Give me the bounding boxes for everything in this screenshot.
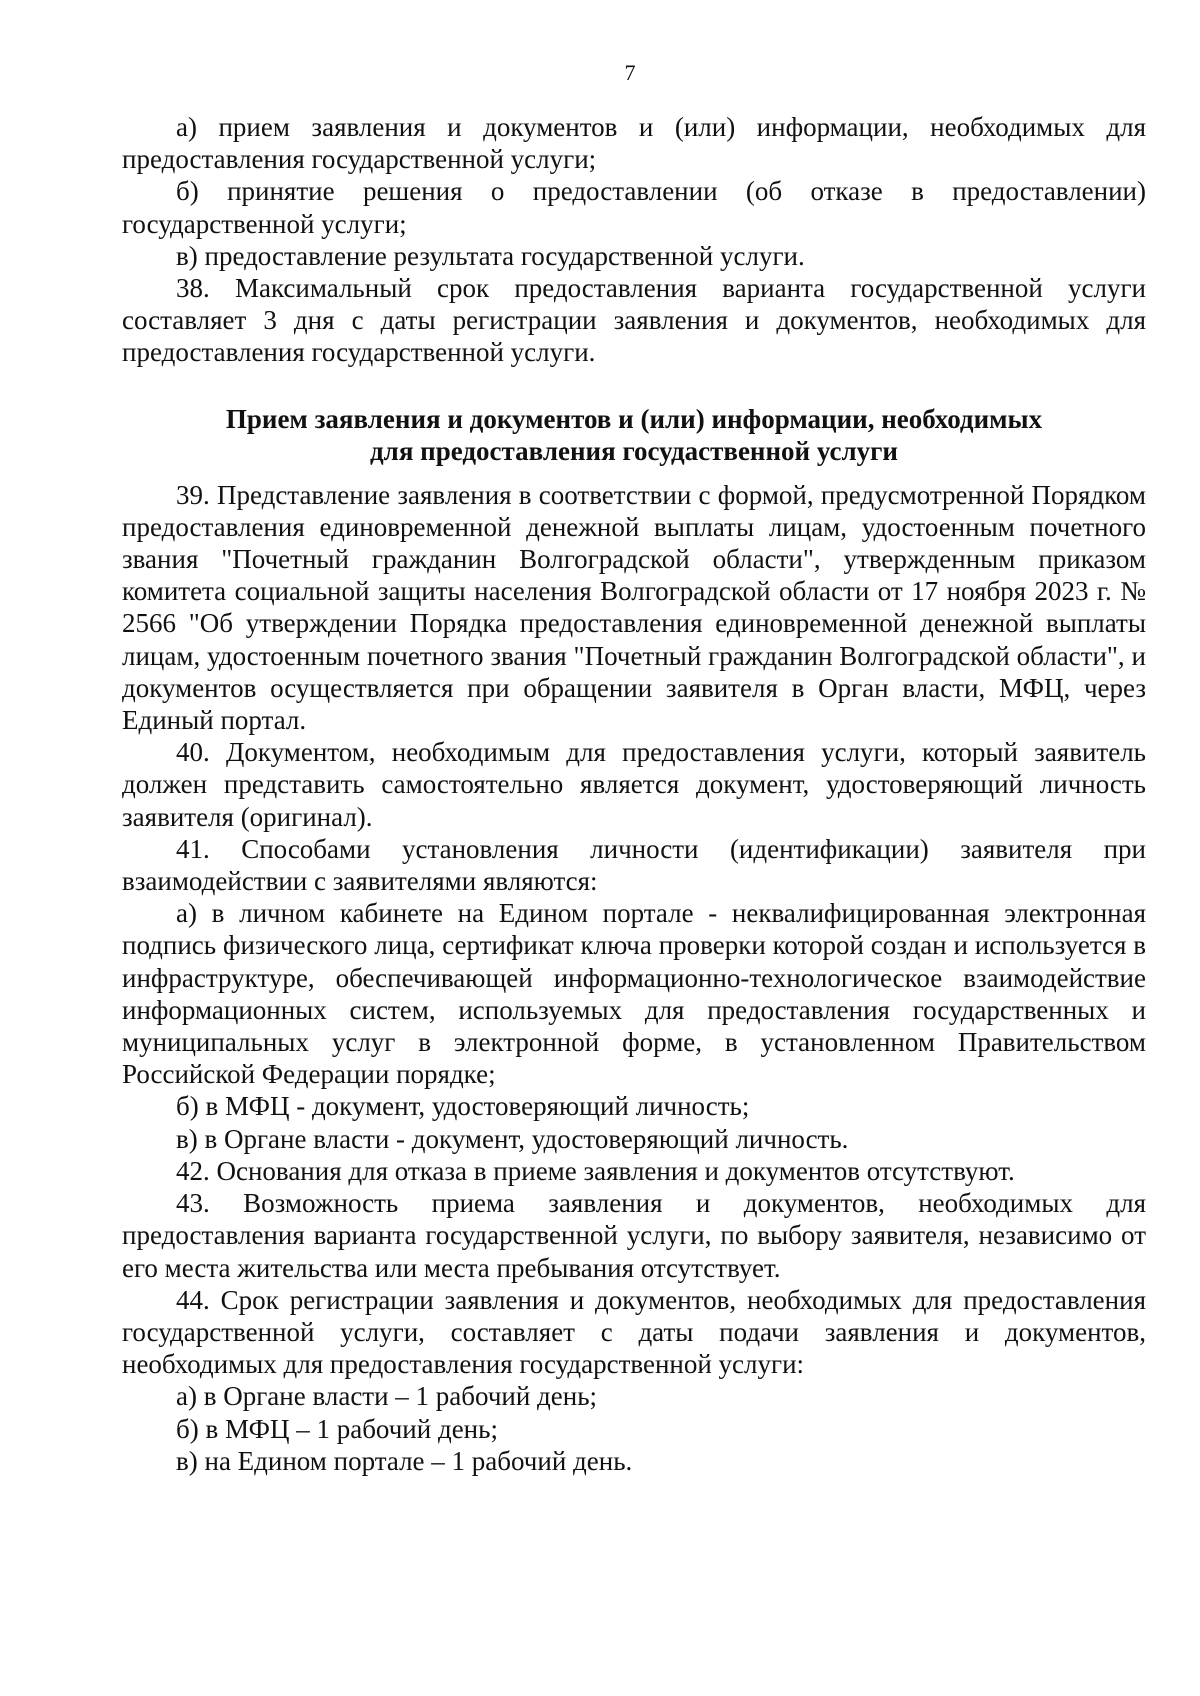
- section-heading: [122, 403, 1146, 467]
- document-body: [122, 111, 1146, 1477]
- section-heading-line: для предоставления госудаственной услуги: [370, 435, 898, 466]
- paragraph: 38. Максимальный срок предоставления варианта государственной услуги составляет 3 дня с даты регистрации заявления и документов, необходимых для предоставления государственной услуги.: [122, 273, 1146, 368]
- paragraph: а) в личном кабинете на Едином портале - неквалифицированная электронная подпись физического лица, сертификат ключа проверки которой создан и используется в инфраструктуре, обеспечивающей информационно-технологическое взаимодействие информационных систем, используемых для предоставления государственных и муниципальных услуг в электронной форме, в установленном Правительством Российской Федерации порядке;: [122, 898, 1146, 1090]
- paragraph: а) в Органе власти – 1 рабочий день;: [176, 1381, 598, 1412]
- paragraph: в) предоставление результата государственной услуги.: [176, 240, 805, 271]
- section-heading-line: Прием заявления и документов и (или) информации, необходимых: [225, 403, 1043, 434]
- paragraph: а) прием заявления и документов и (или) информации, необходимых для предоставления государственной услуги;: [122, 112, 1146, 175]
- paragraph: 39. Представление заявления в соответствии с формой, предусмотренной Порядком предоставления единовременной денежной выплаты лицам, удостоенным почетного звания "Почетный гражданин Волгоградской области", утвержденным приказом комитета социальной защиты населения Волгоградской области от 17 ноября 2023 г. № 2566 "Об утверждении Порядка предоставления единовременной денежной выплаты лицам, удостоенным почетного звания "Почетный гражданин Волгоградской области", и документов осуществляется при обращении заявителя в Орган власти, МФЦ, через Единый портал.: [122, 479, 1146, 736]
- paragraph: б) принятие решения о предоставлении (об отказе в предоставлении) государственной услуги;: [122, 176, 1146, 239]
- paragraph: 44. Срок регистрации заявления и документов, необходимых для предоставления государственной услуги, составляет с даты подачи заявления и документов, необходимых для предоставления государственной услуги:: [122, 1284, 1146, 1380]
- paragraph: 43. Возможность приема заявления и документов, необходимых для предоставления варианта государственной услуги, по выбору заявителя, независимо от его места жительства или места пребывания отсутствует.: [122, 1188, 1146, 1283]
- paragraph: б) в МФЦ – 1 рабочий день;: [176, 1413, 498, 1444]
- paragraph: в) в Органе власти - документ, удостоверяющий личность.: [176, 1123, 849, 1154]
- page-number: 7: [624, 60, 636, 85]
- paragraph: 42. Основания для отказа в приеме заявления и документов отсутствуют.: [176, 1155, 1015, 1186]
- paragraph: 41. Способами установления личности (идентификации) заявителя при взаимодействии с заявителями являются:: [122, 833, 1146, 897]
- paragraph: б) в МФЦ - документ, удостоверяющий личность;: [176, 1091, 750, 1122]
- paragraph: в) на Едином портале – 1 рабочий день.: [176, 1445, 633, 1476]
- paragraph: 40. Документом, необходимым для предоставления услуги, который заявитель должен представить самостоятельно является документ, удостоверяющий личность заявителя (оригинал).: [122, 737, 1146, 832]
